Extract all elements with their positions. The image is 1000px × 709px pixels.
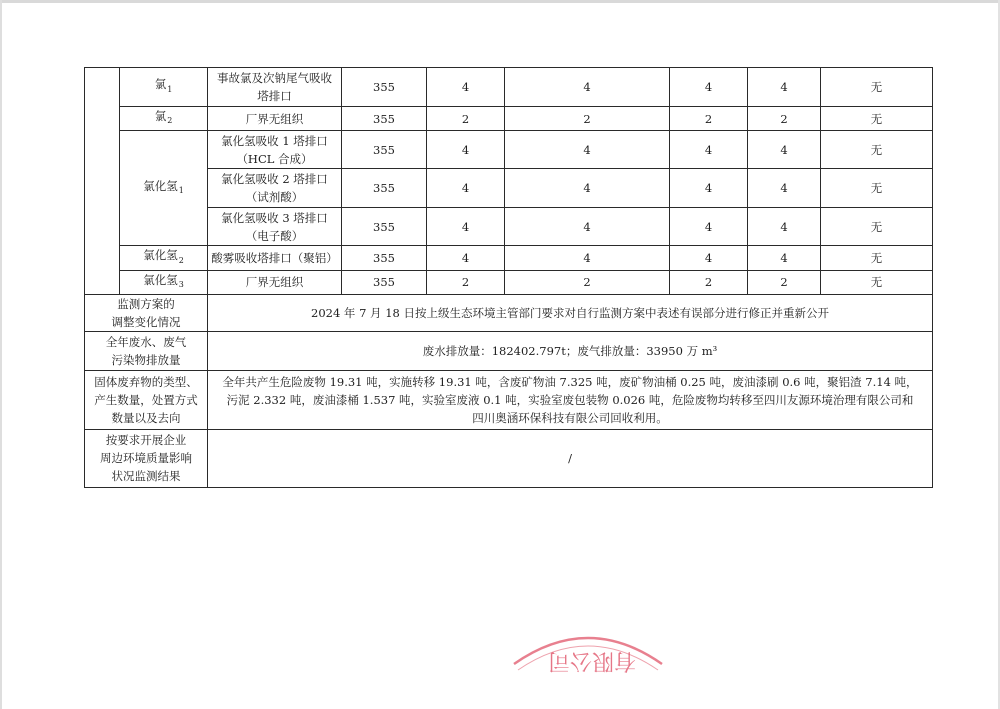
outlet-name: 氯化氢吸收 1 塔排口 （HCL 合成） <box>208 131 342 169</box>
surrounding-monitoring-text: / <box>208 429 933 487</box>
cell-count: 355 <box>342 68 427 107</box>
cell-value: 4 <box>427 169 505 208</box>
outlet-name: 氯化氢吸收 3 塔排口 （电子酸） <box>208 208 342 246</box>
cell-value: 4 <box>748 246 821 270</box>
pollutant-name: 氯化氢$_1$ <box>120 131 208 246</box>
cell-count: 355 <box>342 246 427 270</box>
cell-value: 4 <box>670 131 748 169</box>
plan-change-text: 2024 年 7 月 18 日按上级生态环境主管部门要求对自行监测方案中表述有误部分进行修正并重新公开 <box>208 294 933 331</box>
table-row <box>85 370 933 429</box>
cell-value: 2 <box>505 270 670 294</box>
emissions-label: 全年废水、废气 污染物排放量 <box>85 331 208 370</box>
table-row <box>85 294 933 331</box>
cell-exceed: 无 <box>821 270 933 294</box>
plan-change-label: 监测方案的 调整变化情况 <box>85 294 208 331</box>
cell-value: 4 <box>505 131 670 169</box>
stamp-text: 有限公司 <box>547 648 637 673</box>
solid-waste-label: 固体废弃物的类型、 产生数量，处置方式 数量以及去向 <box>85 370 208 429</box>
cell-value: 4 <box>670 208 748 246</box>
table-row <box>85 169 933 208</box>
table-row <box>85 331 933 370</box>
category-cell-blank <box>85 68 120 295</box>
cell-value: 4 <box>748 208 821 246</box>
outlet-name: 厂界无组织 <box>208 270 342 294</box>
cell-value: 2 <box>505 107 670 131</box>
table-row <box>85 107 933 131</box>
table-row <box>85 270 933 294</box>
surrounding-monitoring-label: 按要求开展企业 周边环境质量影响 状况监测结果 <box>85 429 208 487</box>
page-frame-top <box>0 0 1000 3</box>
cell-value: 4 <box>670 68 748 107</box>
cell-value: 4 <box>427 246 505 270</box>
cell-count: 355 <box>342 169 427 208</box>
table-row <box>85 131 933 169</box>
pollutant-name: 氯$_1$ <box>120 68 208 107</box>
table-row <box>85 246 933 270</box>
cell-exceed: 无 <box>821 107 933 131</box>
cell-count: 355 <box>342 270 427 294</box>
pollutant-name: 氯化氢$_3$ <box>120 270 208 294</box>
cell-value: 2 <box>748 107 821 131</box>
outlet-name: 厂界无组织 <box>208 107 342 131</box>
table-row <box>85 429 933 487</box>
cell-value: 4 <box>505 246 670 270</box>
cell-exceed: 无 <box>821 131 933 169</box>
cell-exceed: 无 <box>821 68 933 107</box>
emissions-text: 废水排放量：182402.797t；废气排放量：33950 万 m³ <box>208 331 933 370</box>
cell-value: 4 <box>670 246 748 270</box>
cell-value: 4 <box>505 68 670 107</box>
cell-value: 2 <box>670 107 748 131</box>
cell-value: 4 <box>748 68 821 107</box>
cell-exceed: 无 <box>821 246 933 270</box>
cell-value: 4 <box>427 208 505 246</box>
page-frame-left <box>0 0 2 709</box>
pollutant-name: 氯$_2$ <box>120 107 208 131</box>
cell-value: 2 <box>748 270 821 294</box>
cell-value: 2 <box>427 107 505 131</box>
table-row <box>85 208 933 246</box>
cell-exceed: 无 <box>821 208 933 246</box>
cell-count: 355 <box>342 107 427 131</box>
cell-value: 4 <box>748 169 821 208</box>
cell-count: 355 <box>342 208 427 246</box>
cell-value: 4 <box>505 208 670 246</box>
company-seal-stamp <box>508 626 668 709</box>
outlet-name: 酸雾吸收塔排口（聚铝） <box>208 246 342 270</box>
pollutant-name: 氯化氢$_2$ <box>120 246 208 270</box>
cell-exceed: 无 <box>821 169 933 208</box>
monitoring-report-table <box>84 67 933 488</box>
outlet-name: 事故氯及次钠尾气吸收 塔排口 <box>208 68 342 107</box>
cell-value: 4 <box>427 131 505 169</box>
cell-value: 4 <box>505 169 670 208</box>
cell-count: 355 <box>342 131 427 169</box>
cell-value: 2 <box>427 270 505 294</box>
cell-value: 4 <box>427 68 505 107</box>
table-row <box>85 68 933 107</box>
outlet-name: 氯化氢吸收 2 塔排口 （试剂酸） <box>208 169 342 208</box>
cell-value: 2 <box>670 270 748 294</box>
cell-value: 4 <box>670 169 748 208</box>
cell-value: 4 <box>748 131 821 169</box>
solid-waste-text: 全年共产生危险废物 19.31 吨，实施转移 19.31 吨，含废矿物油 7.325 吨，废矿物油桶 0.25 吨，废油漆刷 0.6 吨，聚铝渣 7.14 吨， 污泥 2.332 吨，废油漆桶 1.537 吨，实验室废液 0.1 吨，实验室废包装物 0.026 吨，危险废物均转移至四川友源环境治理有限公司和 四川奥涵环保科技有限公司回收利用。 <box>208 370 933 429</box>
